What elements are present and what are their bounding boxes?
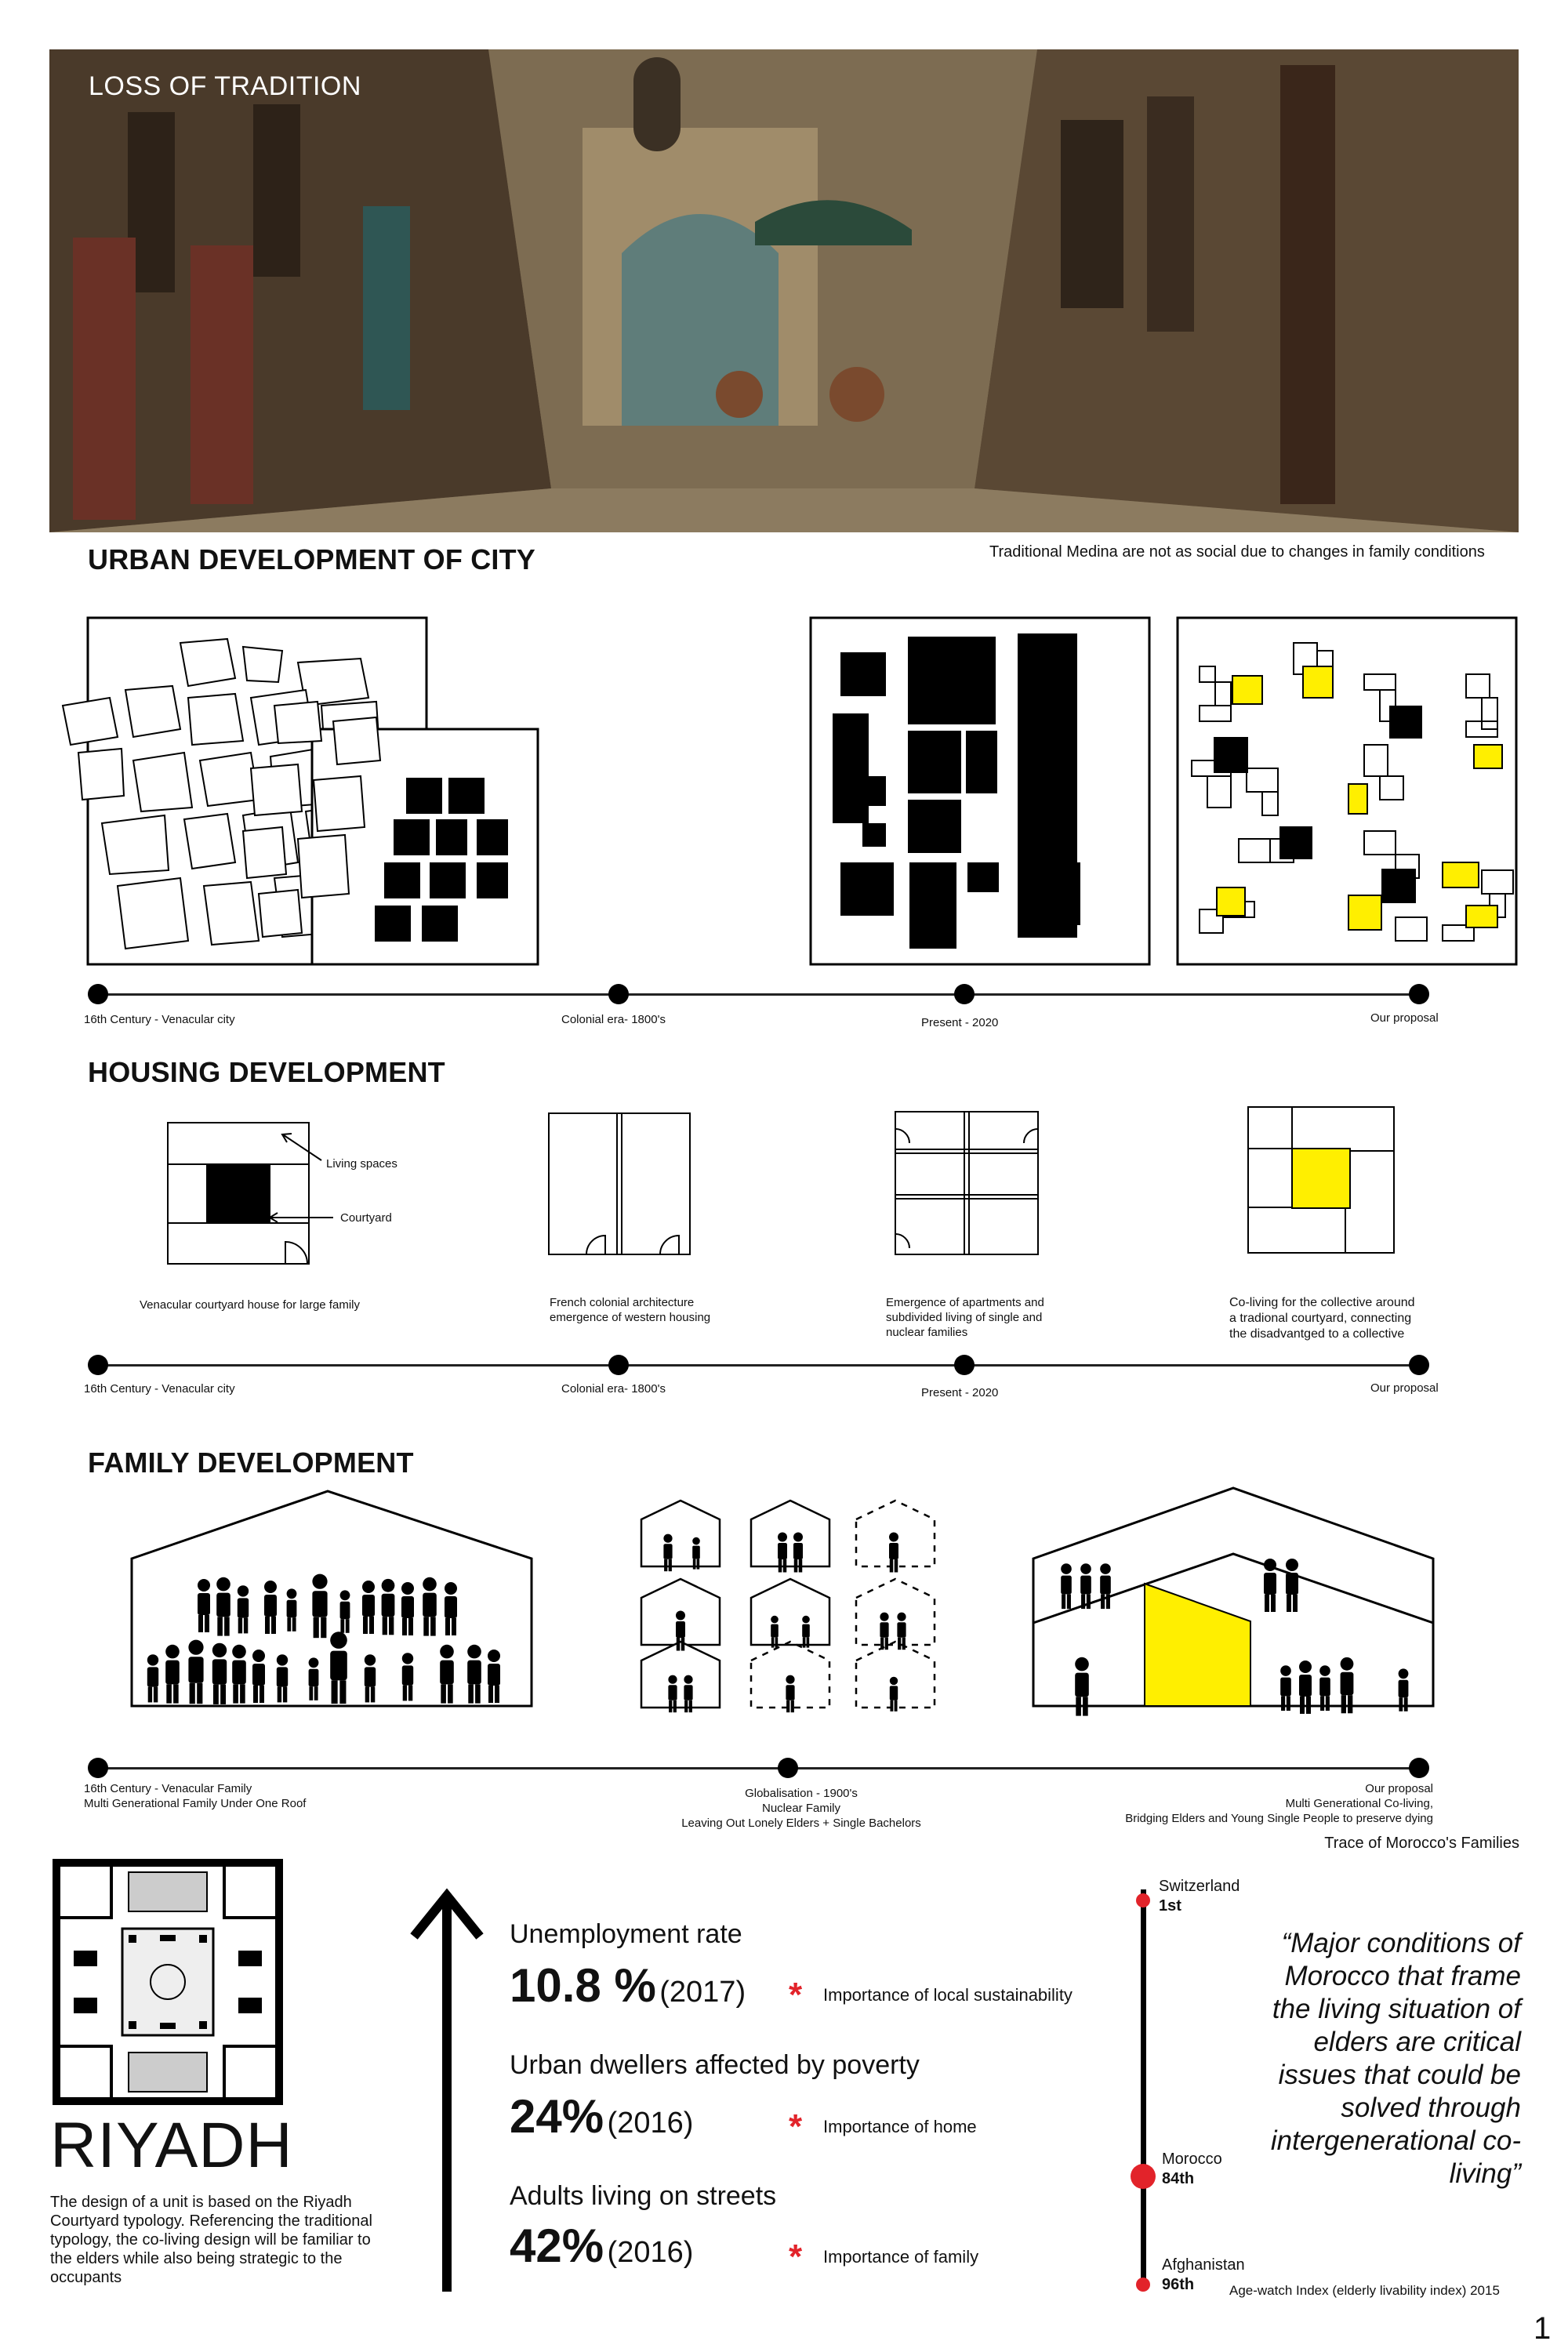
family-section-title: FAMILY DEVELOPMENT [88,1446,414,1479]
quote-text: “Major conditions of Morocco that frame the living situation of elders are critical issues that could be solved through intergenerational co-living” [1270,1928,1521,2189]
stat-value-row [510,1958,746,2013]
housing-section-title: HOUSING DEVELOPMENT [88,1056,445,1088]
ranking-axis [1141,1889,1146,2289]
stat-title: Urban dwellers affected by poverty [510,2050,920,2080]
housing-caption: Emergence of apartments and subdivided living of single and nuclear families [886,1296,1044,1339]
hero-photo [49,49,1519,532]
urban-timeline-line [98,993,1419,996]
urban-note: Traditional Medina are not as social due to changes in family conditions [989,543,1485,561]
stat-year: (2016) [607,2236,694,2269]
ranking-country: Switzerland [1159,1878,1240,1895]
housing-label-courtyard: Courtyard [340,1211,392,1225]
riyadh-title: RIYADH [50,2110,293,2181]
asterisk-icon: * [789,2238,803,2276]
ranking-caption: Age-watch Index (elderly livability index) 2015 [1229,2283,1500,2298]
stat-title: Adults living on streets [510,2181,777,2211]
housing-timeline-label: Our proposal [1370,1381,1439,1395]
urban-timeline-label: Our proposal [1370,1011,1439,1025]
hero-title: LOSS OF TRADITION [89,71,361,101]
stat-value: 42% [510,2220,604,2272]
housing-plan-colonial [549,1113,690,1254]
housing-timeline-dot [88,1355,108,1375]
urban-timeline-dot [1409,984,1429,1004]
family-timeline-label: Our proposal Multi Generational Co-living, Bridging Elders and Young Single People to preserve dying [1125,1782,1433,1825]
housing-timeline-dot [1409,1355,1429,1375]
housing-plan-apartments [895,1112,1038,1254]
ranking-rank: 96th [1162,2276,1195,2293]
ranking-dot [1136,2278,1150,2292]
ranking-rank: 1st [1159,1897,1181,1915]
housing-diagrams [0,1098,1568,1270]
housing-caption: French colonial architecture emergence of western housing [550,1296,711,1324]
stat-value-row [510,2219,693,2273]
stat-note: Importance of local sustainability [823,1985,1073,2005]
family-timeline-label: 16th Century - Venacular Family Multi Generational Family Under One Roof [84,1782,307,1810]
urban-timeline-dot [608,984,629,1004]
ranking-rank: 84th [1162,2170,1195,2187]
stat-year: (2016) [607,2107,694,2140]
urban-timeline-dot [954,984,975,1004]
urban-timeline-label: Present - 2020 [921,1016,999,1029]
page-number: 1 [1534,2311,1552,2346]
housing-caption: Co-living for the collective around a tradional courtyard, connecting the disadvantged to a collective [1229,1296,1415,1341]
stat-title: Unemployment rate [510,1919,742,1949]
riyadh-floor-plan [50,1857,285,2107]
housing-label-living: Living spaces [326,1157,397,1171]
ranking-country: Afghanistan [1162,2256,1245,2274]
housing-timeline-label: Present - 2020 [921,1386,999,1399]
asterisk-icon: * [789,1976,803,2014]
family-timeline-dot [778,1758,798,1778]
housing-timeline-line [98,1364,1419,1367]
stat-value: 24% [510,2090,604,2143]
family-diagrams [0,1482,1568,1717]
urban-timeline-dot [88,984,108,1004]
alley-photo-illustration [49,49,1519,532]
urban-section-title: URBAN DEVELOPMENT OF CITY [88,543,536,575]
stat-value: 10.8 % [510,1959,656,2012]
housing-timeline-dot [954,1355,975,1375]
housing-plan-vernacular [168,1123,309,1264]
stat-note: Importance of home [823,2117,977,2136]
asterisk-icon: * [789,2107,803,2146]
stat-year: (2017) [659,1976,746,2009]
stat-note: Importance of family [823,2247,979,2267]
ranking-country: Morocco [1162,2151,1222,2168]
housing-timeline-label: 16th Century - Venacular city [84,1382,235,1396]
housing-timeline-dot [608,1355,629,1375]
urban-timeline-label: 16th Century - Venacular city [84,1013,235,1026]
stat-value-row [510,2089,693,2143]
housing-timeline-label: Colonial era- 1800's [561,1382,666,1396]
family-timeline-label: Globalisation - 1900's Nuclear Family Leaving Out Lonely Elders + Single Bachelors [681,1787,921,1830]
family-timeline-dot [1409,1758,1429,1778]
housing-caption: Venacular courtyard house for large family [140,1298,360,1312]
family-trace-caption: Trace of Morocco's Families [1324,1835,1519,1852]
housing-plan-coliving [1248,1107,1394,1253]
family-timeline-line [98,1767,1419,1769]
family-timeline-dot [88,1758,108,1778]
urban-timeline-label: Colonial era- 1800's [561,1013,666,1026]
urban-diagrams [47,604,1537,980]
riyadh-description: The design of a unit is based on the Riyadh Courtyard typology. Referencing the traditional typology, the co-living design will be familiar to the elders while also being strategic to the occupants [50,2194,372,2286]
up-arrow-icon [408,1880,486,2296]
ranking-dot [1136,1893,1150,1907]
ranking-dot-morocco [1131,2164,1156,2189]
